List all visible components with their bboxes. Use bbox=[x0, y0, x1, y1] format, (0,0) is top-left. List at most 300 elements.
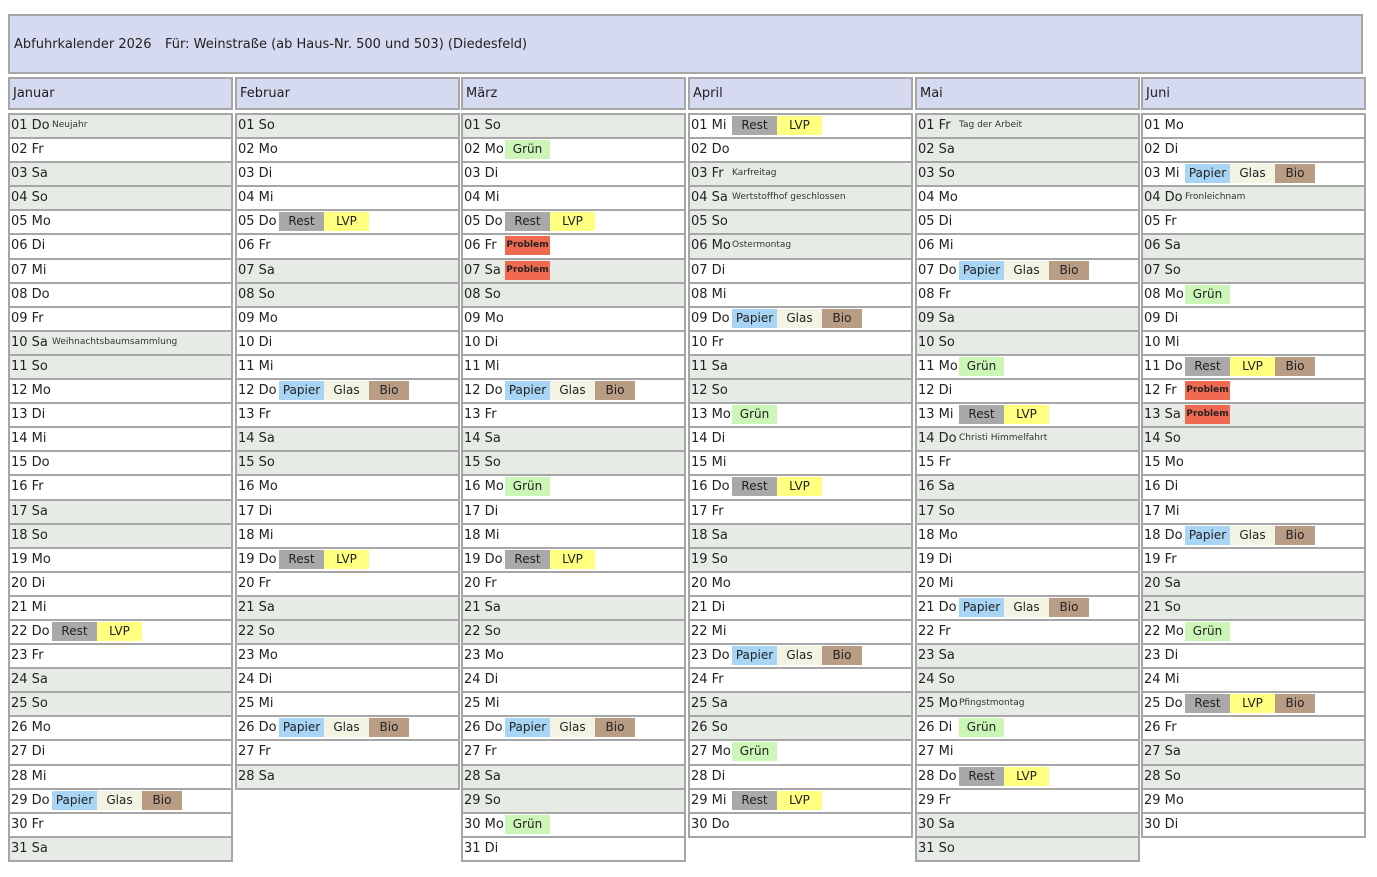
pickup-badges bbox=[959, 718, 1004, 737]
day-label: 20 Mi bbox=[918, 575, 954, 591]
day-row bbox=[237, 330, 458, 354]
day-label: 17 Di bbox=[238, 503, 273, 519]
day-label: 22 Mo bbox=[1144, 623, 1184, 639]
day-label: 11 Mo bbox=[918, 358, 958, 374]
day-label: 06 Sa bbox=[1144, 238, 1181, 254]
day-label: 14 Sa bbox=[238, 431, 275, 447]
day-row bbox=[237, 354, 458, 378]
day-row bbox=[917, 233, 1138, 257]
pickup-badges bbox=[732, 742, 777, 761]
pickup-badge-glas: Glas bbox=[777, 309, 822, 328]
pickup-badge-gruen: Grün bbox=[959, 357, 1004, 376]
day-row bbox=[10, 402, 231, 426]
month-header: Mai bbox=[915, 77, 1140, 110]
pickup-badge-papier: Papier bbox=[505, 381, 550, 400]
day-row bbox=[690, 788, 911, 812]
day-row bbox=[463, 836, 684, 860]
day-row bbox=[690, 402, 911, 426]
day-row bbox=[690, 161, 911, 185]
pickup-badges bbox=[959, 767, 1049, 786]
day-label: 31 Di bbox=[464, 840, 499, 856]
day-row bbox=[917, 113, 1138, 137]
day-row bbox=[10, 571, 231, 595]
day-row bbox=[690, 282, 911, 306]
day-row bbox=[463, 523, 684, 547]
day-label: 10 Mi bbox=[1144, 334, 1180, 350]
day-label: 12 Do bbox=[464, 383, 503, 399]
day-note: Pfingstmontag bbox=[959, 698, 1025, 709]
day-label: 07 Sa bbox=[464, 262, 501, 278]
day-row bbox=[463, 643, 684, 667]
day-label: 28 Mi bbox=[11, 768, 47, 784]
day-row bbox=[463, 113, 684, 137]
day-label: 21 Sa bbox=[238, 599, 275, 615]
day-row bbox=[917, 788, 1138, 812]
day-row bbox=[237, 571, 458, 595]
day-row bbox=[463, 185, 684, 209]
day-label: 03 Di bbox=[464, 166, 499, 182]
pickup-badge-bio: Bio bbox=[369, 381, 409, 400]
pickup-badge-glas: Glas bbox=[97, 791, 142, 810]
day-row bbox=[10, 474, 231, 498]
day-label: 13 Sa bbox=[1144, 407, 1181, 423]
day-row bbox=[10, 450, 231, 474]
day-row bbox=[1143, 715, 1364, 739]
calendar-title: Abfuhrkalender 2026 bbox=[14, 37, 152, 52]
day-row bbox=[690, 209, 911, 233]
day-row bbox=[237, 691, 458, 715]
day-row bbox=[917, 282, 1138, 306]
day-row bbox=[1143, 113, 1364, 137]
day-row bbox=[463, 739, 684, 763]
day-label: 30 Di bbox=[1144, 816, 1179, 832]
month-header: Juni bbox=[1141, 77, 1366, 110]
pickup-badge-papier: Papier bbox=[959, 261, 1004, 280]
day-label: 03 Fr bbox=[691, 166, 724, 182]
day-label: 23 Mo bbox=[464, 648, 504, 664]
pickup-badge-glas: Glas bbox=[324, 381, 369, 400]
day-row bbox=[237, 739, 458, 763]
day-row bbox=[1143, 643, 1364, 667]
day-row bbox=[917, 619, 1138, 643]
month-column bbox=[235, 77, 460, 790]
day-label: 23 Do bbox=[691, 648, 730, 664]
day-label: 16 Di bbox=[1144, 479, 1179, 495]
day-label: 08 Mo bbox=[1144, 286, 1184, 302]
day-label: 17 So bbox=[918, 503, 955, 519]
pickup-badge-gruen: Grün bbox=[505, 815, 550, 834]
day-label: 27 Di bbox=[11, 744, 46, 760]
day-note: Fronleichnam bbox=[1185, 192, 1246, 203]
pickup-badges bbox=[1185, 285, 1230, 304]
day-row bbox=[1143, 233, 1364, 257]
pickup-badge-lvp: LVP bbox=[1004, 767, 1049, 786]
day-label: 11 So bbox=[11, 358, 48, 374]
day-label: 16 Fr bbox=[11, 479, 44, 495]
day-label: 12 Mo bbox=[11, 383, 51, 399]
day-row bbox=[690, 547, 911, 571]
day-row bbox=[237, 643, 458, 667]
day-row bbox=[690, 739, 911, 763]
day-label: 18 Do bbox=[1144, 527, 1183, 543]
day-label: 09 Mo bbox=[238, 310, 278, 326]
day-row bbox=[463, 474, 684, 498]
day-label: 30 Mo bbox=[464, 816, 504, 832]
day-label: 29 So bbox=[464, 792, 501, 808]
pickup-badge-lvp: LVP bbox=[550, 212, 595, 231]
day-label: 26 Fr bbox=[1144, 720, 1177, 736]
day-row bbox=[917, 426, 1138, 450]
day-label: 26 Do bbox=[464, 720, 503, 736]
day-label: 09 Do bbox=[691, 310, 730, 326]
day-row bbox=[10, 836, 231, 860]
day-label: 19 Di bbox=[918, 551, 953, 567]
day-row bbox=[463, 209, 684, 233]
day-row bbox=[917, 547, 1138, 571]
pickup-badge-gruen: Grün bbox=[732, 742, 777, 761]
day-row bbox=[690, 354, 911, 378]
day-row bbox=[1143, 812, 1364, 836]
day-label: 24 Di bbox=[464, 672, 499, 688]
day-row bbox=[237, 523, 458, 547]
day-label: 14 Do bbox=[918, 431, 957, 447]
day-row bbox=[463, 571, 684, 595]
day-label: 02 Di bbox=[1144, 142, 1179, 158]
day-label: 31 Sa bbox=[11, 840, 48, 856]
pickup-badges bbox=[279, 718, 409, 737]
day-label: 21 Sa bbox=[464, 599, 501, 615]
pickup-badge-lvp: LVP bbox=[777, 116, 822, 135]
day-row bbox=[463, 402, 684, 426]
day-row bbox=[237, 185, 458, 209]
day-row bbox=[237, 667, 458, 691]
day-label: 21 So bbox=[1144, 599, 1181, 615]
day-row bbox=[10, 378, 231, 402]
day-row bbox=[10, 764, 231, 788]
day-row bbox=[463, 258, 684, 282]
pickup-badge-bio: Bio bbox=[1049, 261, 1089, 280]
day-row bbox=[1143, 354, 1364, 378]
day-row bbox=[1143, 450, 1364, 474]
pickup-badge-rest: Rest bbox=[279, 550, 324, 569]
day-label: 16 Mo bbox=[464, 479, 504, 495]
day-label: 10 Fr bbox=[691, 334, 724, 350]
day-label: 05 Do bbox=[238, 214, 277, 230]
day-row bbox=[237, 450, 458, 474]
day-row bbox=[917, 571, 1138, 595]
day-label: 20 Fr bbox=[238, 575, 271, 591]
day-label: 26 Di bbox=[918, 720, 953, 736]
pickup-badge-gruen: Grün bbox=[959, 718, 1004, 737]
day-row bbox=[1143, 402, 1364, 426]
address-label: Für: Weinstraße (ab Haus-Nr. 500 und 503) (Diedesfeld) bbox=[165, 37, 528, 52]
day-label: 09 Fr bbox=[11, 310, 44, 326]
pickup-badge-bio: Bio bbox=[369, 718, 409, 737]
pickup-badges bbox=[1185, 622, 1230, 641]
day-label: 13 Di bbox=[11, 407, 46, 423]
day-row bbox=[237, 209, 458, 233]
pickup-badge-rest: Rest bbox=[1185, 694, 1230, 713]
day-label: 18 Mi bbox=[238, 527, 274, 543]
day-label: 18 Mi bbox=[464, 527, 500, 543]
day-row bbox=[463, 330, 684, 354]
pickup-badges bbox=[732, 477, 822, 496]
day-label: 15 So bbox=[238, 455, 275, 471]
pickup-badge-problem: Problem bbox=[505, 261, 550, 280]
day-label: 06 Fr bbox=[464, 238, 497, 254]
day-row bbox=[237, 402, 458, 426]
day-row bbox=[690, 523, 911, 547]
day-row bbox=[917, 402, 1138, 426]
day-row bbox=[463, 595, 684, 619]
day-label: 15 Mi bbox=[691, 455, 727, 471]
day-row bbox=[917, 836, 1138, 860]
day-label: 09 Sa bbox=[918, 310, 955, 326]
day-label: 22 Do bbox=[11, 623, 50, 639]
pickup-badge-rest: Rest bbox=[732, 116, 777, 135]
day-label: 10 Di bbox=[464, 334, 499, 350]
day-label: 19 So bbox=[691, 551, 728, 567]
pickup-badge-rest: Rest bbox=[732, 477, 777, 496]
day-row bbox=[690, 571, 911, 595]
day-label: 18 Sa bbox=[691, 527, 728, 543]
day-label: 26 Mo bbox=[11, 720, 51, 736]
day-label: 29 Mi bbox=[691, 792, 727, 808]
pickup-badges bbox=[732, 646, 862, 665]
day-row bbox=[463, 547, 684, 571]
day-row bbox=[10, 499, 231, 523]
day-row bbox=[237, 764, 458, 788]
pickup-badge-lvp: LVP bbox=[777, 791, 822, 810]
day-label: 04 So bbox=[11, 190, 48, 206]
day-row bbox=[463, 450, 684, 474]
day-row bbox=[463, 715, 684, 739]
day-label: 28 Sa bbox=[238, 768, 275, 784]
day-note: Ostermontag bbox=[732, 240, 792, 251]
day-row bbox=[917, 739, 1138, 763]
day-row bbox=[917, 595, 1138, 619]
day-label: 17 Fr bbox=[691, 503, 724, 519]
pickup-badges bbox=[1185, 526, 1315, 545]
day-row bbox=[237, 378, 458, 402]
day-label: 06 Di bbox=[11, 238, 46, 254]
pickup-badge-lvp: LVP bbox=[1230, 357, 1275, 376]
day-label: 07 Mi bbox=[11, 262, 47, 278]
day-label: 26 So bbox=[691, 720, 728, 736]
day-row bbox=[1143, 739, 1364, 763]
day-label: 03 Di bbox=[238, 166, 273, 182]
day-label: 19 Mo bbox=[11, 551, 51, 567]
pickup-badge-problem: Problem bbox=[1185, 381, 1230, 400]
day-label: 02 Fr bbox=[11, 142, 44, 158]
day-row bbox=[237, 258, 458, 282]
pickup-badge-papier: Papier bbox=[279, 718, 324, 737]
day-label: 01 Do bbox=[11, 118, 50, 133]
day-row bbox=[237, 306, 458, 330]
day-row bbox=[917, 764, 1138, 788]
day-label: 03 Mi bbox=[1144, 166, 1180, 182]
day-label: 29 Mo bbox=[1144, 792, 1184, 808]
day-row bbox=[690, 619, 911, 643]
day-label: 11 Sa bbox=[691, 358, 728, 374]
day-row bbox=[917, 715, 1138, 739]
day-row bbox=[10, 330, 231, 354]
day-label: 21 Do bbox=[918, 599, 957, 615]
day-row bbox=[917, 209, 1138, 233]
pickup-badge-bio: Bio bbox=[1049, 598, 1089, 617]
pickup-badge-papier: Papier bbox=[1185, 526, 1230, 545]
pickup-badges bbox=[52, 791, 182, 810]
day-label: 05 Do bbox=[464, 214, 503, 230]
pickup-badge-bio: Bio bbox=[595, 718, 635, 737]
day-row bbox=[690, 233, 911, 257]
day-label: 28 So bbox=[1144, 768, 1181, 784]
day-row bbox=[10, 547, 231, 571]
pickup-badges bbox=[279, 381, 409, 400]
day-label: 24 Di bbox=[238, 672, 273, 688]
day-label: 28 Di bbox=[691, 768, 726, 784]
day-label: 04 Do bbox=[1144, 190, 1183, 206]
day-label: 04 Mo bbox=[918, 190, 958, 206]
pickup-badge-gruen: Grün bbox=[1185, 622, 1230, 641]
pickup-badge-gruen: Grün bbox=[1185, 285, 1230, 304]
pickup-badge-rest: Rest bbox=[1185, 357, 1230, 376]
day-label: 07 Do bbox=[918, 262, 957, 278]
day-label: 09 Mo bbox=[464, 310, 504, 326]
day-list bbox=[235, 113, 460, 790]
day-row bbox=[463, 691, 684, 715]
day-label: 12 Do bbox=[238, 383, 277, 399]
day-row bbox=[10, 523, 231, 547]
day-label: 22 So bbox=[238, 623, 275, 639]
day-label: 23 Di bbox=[1144, 648, 1179, 664]
pickup-badges bbox=[505, 381, 635, 400]
pickup-badges bbox=[732, 405, 777, 424]
day-row bbox=[690, 499, 911, 523]
day-row bbox=[690, 643, 911, 667]
day-row bbox=[690, 426, 911, 450]
day-label: 25 Do bbox=[1144, 696, 1183, 712]
day-row bbox=[1143, 185, 1364, 209]
month-header: Januar bbox=[8, 77, 233, 110]
day-row bbox=[237, 595, 458, 619]
day-label: 30 Fr bbox=[11, 816, 44, 832]
day-row bbox=[917, 354, 1138, 378]
day-label: 01 So bbox=[464, 118, 501, 133]
pickup-badge-lvp: LVP bbox=[777, 477, 822, 496]
day-label: 20 Sa bbox=[1144, 575, 1181, 591]
pickup-badges bbox=[959, 405, 1049, 424]
pickup-badge-glas: Glas bbox=[1230, 164, 1275, 183]
day-note: Karfreitag bbox=[732, 168, 777, 179]
pickup-badges bbox=[505, 815, 550, 834]
pickup-badge-bio: Bio bbox=[1275, 164, 1315, 183]
day-label: 13 Mo bbox=[691, 407, 731, 423]
calendar-header bbox=[8, 14, 1363, 74]
day-label: 27 Mi bbox=[918, 744, 954, 760]
day-row bbox=[1143, 619, 1364, 643]
pickup-badge-gruen: Grün bbox=[732, 405, 777, 424]
pickup-badge-rest: Rest bbox=[52, 622, 97, 641]
day-label: 14 Di bbox=[691, 431, 726, 447]
pickup-badge-glas: Glas bbox=[324, 718, 369, 737]
day-label: 17 Di bbox=[464, 503, 499, 519]
day-row bbox=[917, 330, 1138, 354]
day-row bbox=[1143, 788, 1364, 812]
day-row bbox=[10, 306, 231, 330]
day-row bbox=[463, 667, 684, 691]
pickup-badge-lvp: LVP bbox=[324, 550, 369, 569]
day-row bbox=[10, 595, 231, 619]
day-label: 22 Fr bbox=[918, 623, 951, 639]
day-label: 10 So bbox=[918, 334, 955, 350]
pickup-badges bbox=[1185, 164, 1315, 183]
day-row bbox=[1143, 523, 1364, 547]
day-label: 23 Fr bbox=[11, 648, 44, 664]
day-row bbox=[10, 282, 231, 306]
day-label: 14 Sa bbox=[464, 431, 501, 447]
day-row bbox=[917, 667, 1138, 691]
day-label: 23 Mo bbox=[238, 648, 278, 664]
day-label: 27 Fr bbox=[464, 744, 497, 760]
day-row bbox=[1143, 499, 1364, 523]
day-list bbox=[8, 113, 233, 862]
pickup-badge-papier: Papier bbox=[732, 309, 777, 328]
day-row bbox=[463, 354, 684, 378]
day-label: 03 Sa bbox=[11, 166, 48, 182]
day-row bbox=[917, 643, 1138, 667]
day-row bbox=[917, 523, 1138, 547]
day-list bbox=[1141, 113, 1366, 838]
day-label: 16 Do bbox=[691, 479, 730, 495]
month-column bbox=[8, 77, 233, 862]
day-row bbox=[237, 282, 458, 306]
day-row bbox=[1143, 595, 1364, 619]
day-row bbox=[10, 137, 231, 161]
pickup-badges bbox=[732, 116, 822, 135]
day-label: 05 Di bbox=[918, 214, 953, 230]
pickup-badges bbox=[1185, 694, 1315, 713]
pickup-badges bbox=[732, 309, 862, 328]
day-label: 10 Sa bbox=[11, 334, 48, 350]
day-label: 24 Sa bbox=[11, 672, 48, 688]
pickup-badges bbox=[52, 622, 142, 641]
day-label: 25 Mo bbox=[918, 696, 958, 712]
day-row bbox=[917, 137, 1138, 161]
day-row bbox=[917, 691, 1138, 715]
day-label: 29 Fr bbox=[918, 792, 951, 808]
month-column bbox=[1141, 77, 1366, 838]
day-label: 30 Do bbox=[691, 816, 730, 832]
day-label: 22 Mi bbox=[691, 623, 727, 639]
month-header: März bbox=[461, 77, 686, 110]
pickup-badge-bio: Bio bbox=[822, 646, 862, 665]
day-label: 24 Fr bbox=[691, 672, 724, 688]
day-row bbox=[917, 185, 1138, 209]
day-row bbox=[463, 378, 684, 402]
pickup-badge-rest: Rest bbox=[279, 212, 324, 231]
day-label: 19 Do bbox=[238, 551, 277, 567]
day-row bbox=[1143, 571, 1364, 595]
day-row bbox=[1143, 667, 1364, 691]
day-label: 15 Do bbox=[11, 455, 50, 471]
day-row bbox=[463, 306, 684, 330]
day-row bbox=[1143, 764, 1364, 788]
day-label: 08 So bbox=[238, 286, 275, 302]
pickup-badge-bio: Bio bbox=[595, 381, 635, 400]
day-note: Tag der Arbeit bbox=[959, 120, 1023, 130]
day-row bbox=[10, 812, 231, 836]
